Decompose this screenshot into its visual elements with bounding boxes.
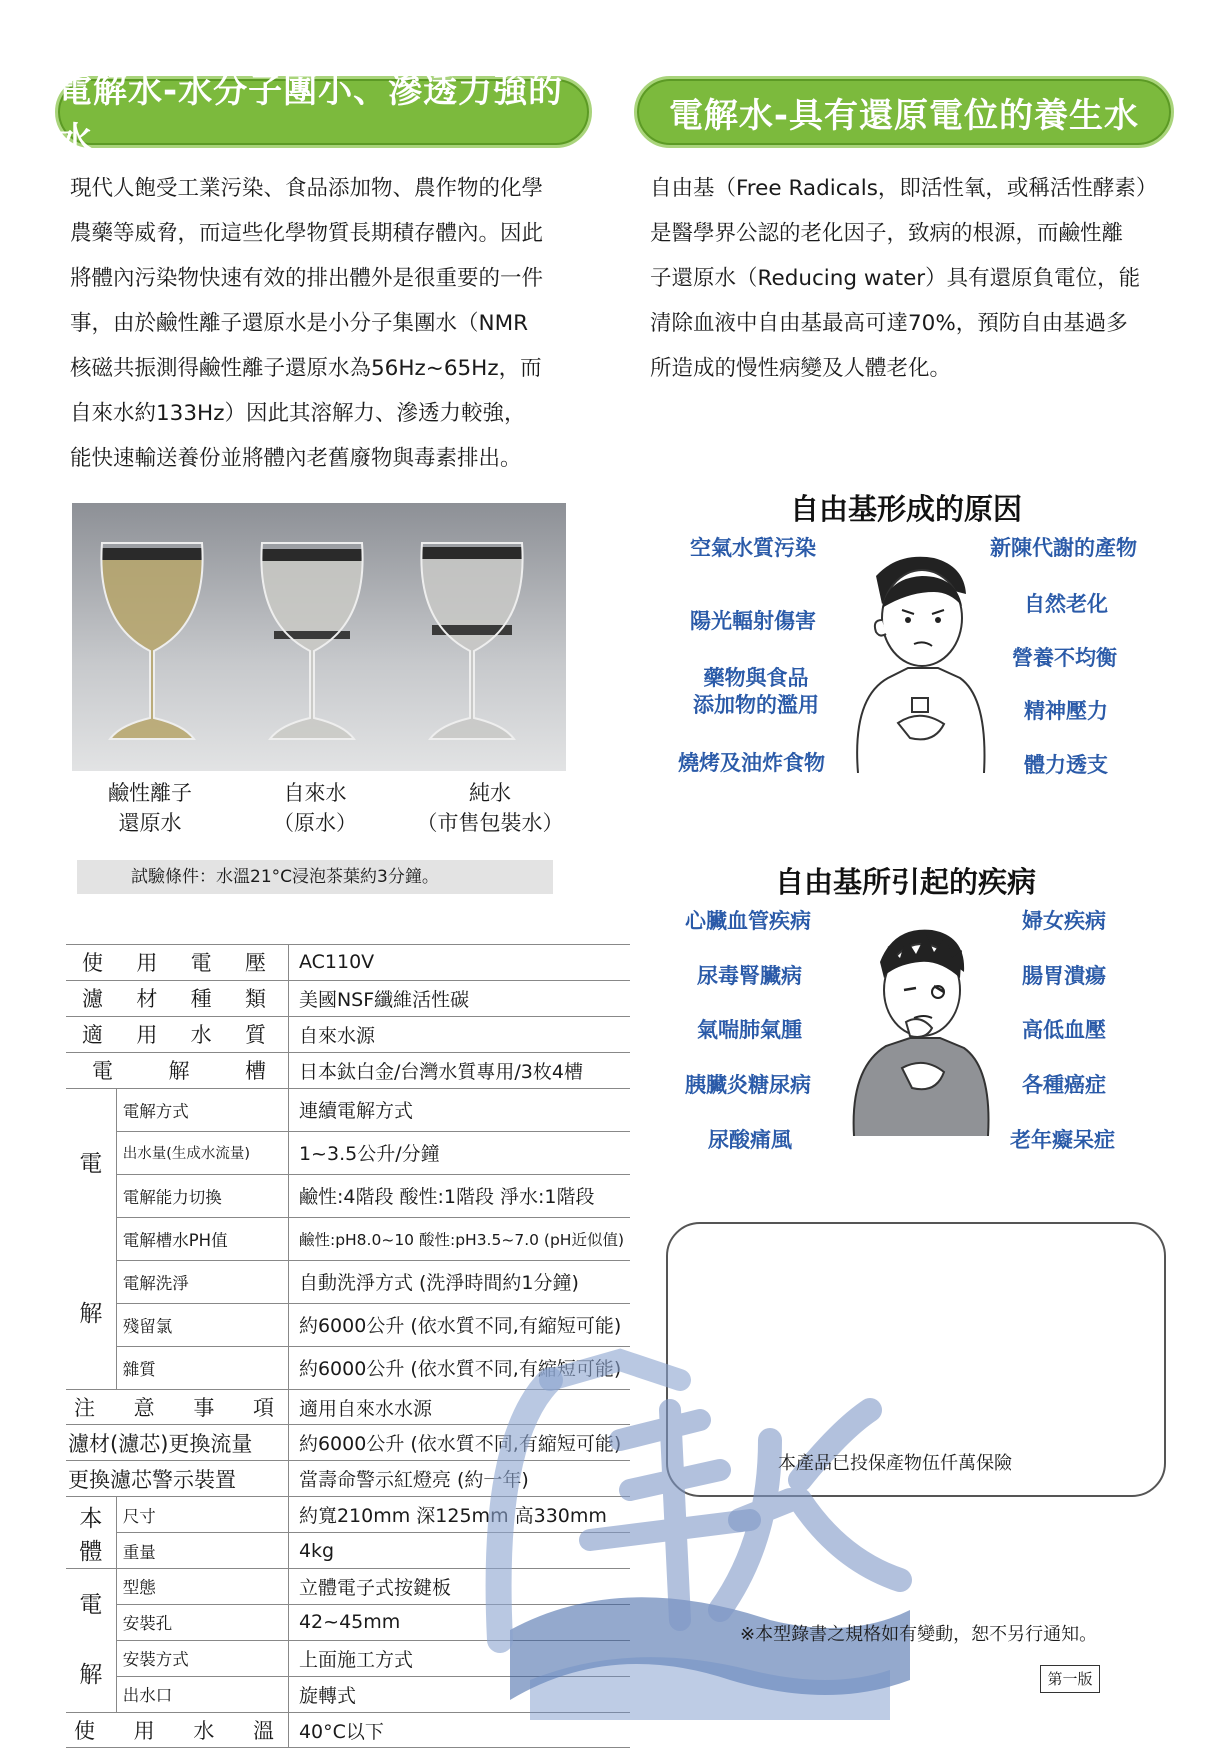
spec-label-temp: 使 用 水 溫 <box>74 1719 274 1744</box>
table-row <box>66 945 630 981</box>
spec-label-water: 適 用 水 質 <box>82 1023 266 1048</box>
spec-value-cell: 日本鈦白金/台灣水質專用/3枚4槽 <box>288 1052 630 1088</box>
table-row: 本 體 尺寸 約寬210mm 深125mm 高330mm <box>66 1497 630 1533</box>
disease-left-1: 心臟血管疾病 <box>685 909 811 933</box>
table-row: 殘留氯 約6000公升 (依水質不同,有縮短可能) <box>66 1303 630 1346</box>
tea-glasses-photo <box>72 503 566 771</box>
test-condition: 試驗條件：水溫21°C浸泡茶葉約3分鐘。 <box>77 860 553 894</box>
spec-label-cell: 電 解 槽 <box>92 1059 266 1084</box>
glass-label-alkaline: 鹼性離子 還原水 <box>108 781 192 835</box>
spec-value-water: 自來水源 <box>288 1016 630 1052</box>
table-row: 電 解 電解方式 連續電解方式 <box>66 1088 630 1131</box>
right-section-header: 電解水-具有還原電位的養生水 <box>634 76 1174 148</box>
table-row: 電解槽水PH值 鹼性:pH8.0~10 酸性:pH3.5~7.0 (pH近似值) <box>66 1217 630 1260</box>
table-row <box>66 980 630 1016</box>
glass-tap <box>261 543 362 739</box>
table-row: 出水口 旋轉式 <box>66 1676 630 1712</box>
table-row: 注 意 事 項 適用自來水水源 <box>66 1389 630 1425</box>
glasses-illustration <box>72 503 566 771</box>
disease-left-4: 胰臟炎糖尿病 <box>685 1073 811 1097</box>
left-paragraph: 現代人飽受工業污染、食品添加物、農作物的化學 農藥等威脅，而這些化學物質長期積存體內。因此 將體內污染物快速有效的排出體外是很重要的一件 事，由於鹼性離子還原水是小分子集團水（NMR 核磁共振測得鹼性離子還原水為56Hz~65Hz，而 自來水約133Hz）因此其溶解力、滲透力較強， 能快速輸送養份並將體內老舊廢物與毒素排出。 <box>70 176 544 471</box>
left-section-header: 電解水-水分子團小、滲透力強的水 <box>55 76 592 148</box>
table-row <box>66 1052 630 1088</box>
spec-label-voltage: 使 用 電 壓 <box>82 951 266 976</box>
table-row: 雜質 約6000公升 (依水質不同,有縮短可能) <box>66 1346 630 1389</box>
cause-right-1: 新陳代謝的產物 <box>990 536 1137 560</box>
spec-label-filter: 濾 材 種 類 <box>82 987 266 1012</box>
causes-title: 自由基形成的原因 <box>790 492 1023 526</box>
diseases-title: 自由基所引起的疾病 <box>775 865 1037 899</box>
table-row: 使 用 水 溫 40°C以下 <box>66 1712 630 1748</box>
worried-man-illustration <box>838 548 998 773</box>
spec-value-voltage: AC110V <box>288 945 630 981</box>
spec-label-note: 注 意 事 項 <box>74 1396 274 1420</box>
cause-left-4: 燒烤及油炸食物 <box>678 751 825 775</box>
table-row: 出水量(生成水流量) 1~3.5公升/分鐘 <box>66 1131 630 1174</box>
table-row: 安裝孔 42~45mm <box>66 1604 630 1640</box>
table-row <box>66 1016 630 1052</box>
disclaimer-text: ※本型錄書之規格如有變動，恕不另行通知。 <box>740 1624 1098 1645</box>
sick-man-illustration <box>840 918 1000 1136</box>
spec-group-electric: 電 解 <box>66 1569 116 1713</box>
cause-right-3: 營養不均衡 <box>1012 646 1117 670</box>
insurance-text: 本產品已投保產物伍仟萬保險 <box>778 1453 1012 1474</box>
edition-badge: 第一版 <box>1040 1665 1100 1693</box>
cause-right-4: 精神壓力 <box>1024 699 1108 723</box>
disease-right-4: 各種癌症 <box>1022 1073 1106 1097</box>
table-row: 安裝方式 上面施工方式 <box>66 1640 630 1676</box>
disease-right-1: 婦女疾病 <box>1022 909 1106 933</box>
cause-left-3: 藥物與食品 添加物的濫用 <box>693 666 819 717</box>
table-row: 重量 4kg <box>66 1533 630 1569</box>
disease-left-5: 尿酸痛風 <box>708 1128 792 1152</box>
spec-group-electrolysis: 電 解 <box>66 1088 116 1389</box>
disease-right-2: 腸胃潰瘍 <box>1022 964 1106 988</box>
glass-label-tap: 自來水 （原水） <box>273 781 357 835</box>
table-row: 更換濾芯警示裝置 當壽命警示紅燈亮 (約一年) <box>66 1461 630 1497</box>
cause-right-5: 體力透支 <box>1024 753 1108 777</box>
disease-left-3: 氣喘肺氣腫 <box>697 1018 802 1042</box>
cause-left-1: 空氣水質污染 <box>690 536 816 560</box>
glass-label-pure: 純水 （市售包裝水） <box>416 781 564 835</box>
glass-alkaline <box>101 543 202 739</box>
longevity-water-logo <box>470 1320 930 1730</box>
table-row: 濾材(濾芯)更換流量 約6000公升 (依水質不同,有縮短可能) <box>66 1425 630 1461</box>
cause-left-2: 陽光輻射傷害 <box>690 609 816 633</box>
disease-left-2: 尿毒腎臟病 <box>697 964 802 988</box>
spec-value-filter: 美國NSF纖維活性碳 <box>288 980 630 1016</box>
cause-right-2: 自然老化 <box>1024 592 1108 616</box>
table-row: 電解洗淨 自動洗淨方式 (洗淨時間約1分鐘) <box>66 1260 630 1303</box>
table-row: 電解能力切換 鹼性:4階段 酸性:1階段 淨水:1階段 <box>66 1174 630 1217</box>
spec-group-body: 本 體 <box>66 1497 116 1569</box>
right-paragraph: 自由基（Free Radicals，即活性氧，或稱活性酵素） 是醫學界公認的老化因子，致病的根源，而鹼性離 子還原水（Reducing water）具有還原負電位，能 清除血液中自由基最高可達70%，預防自由基過多 所造成的慢性病變及人體老化。 <box>650 176 1158 381</box>
disease-right-5: 老年癡呆症 <box>1010 1128 1115 1152</box>
table-row: 電 解 型態 立體電子式按鍵板 <box>66 1569 630 1605</box>
disease-right-3: 高低血壓 <box>1022 1018 1106 1042</box>
glass-pure <box>421 543 522 739</box>
